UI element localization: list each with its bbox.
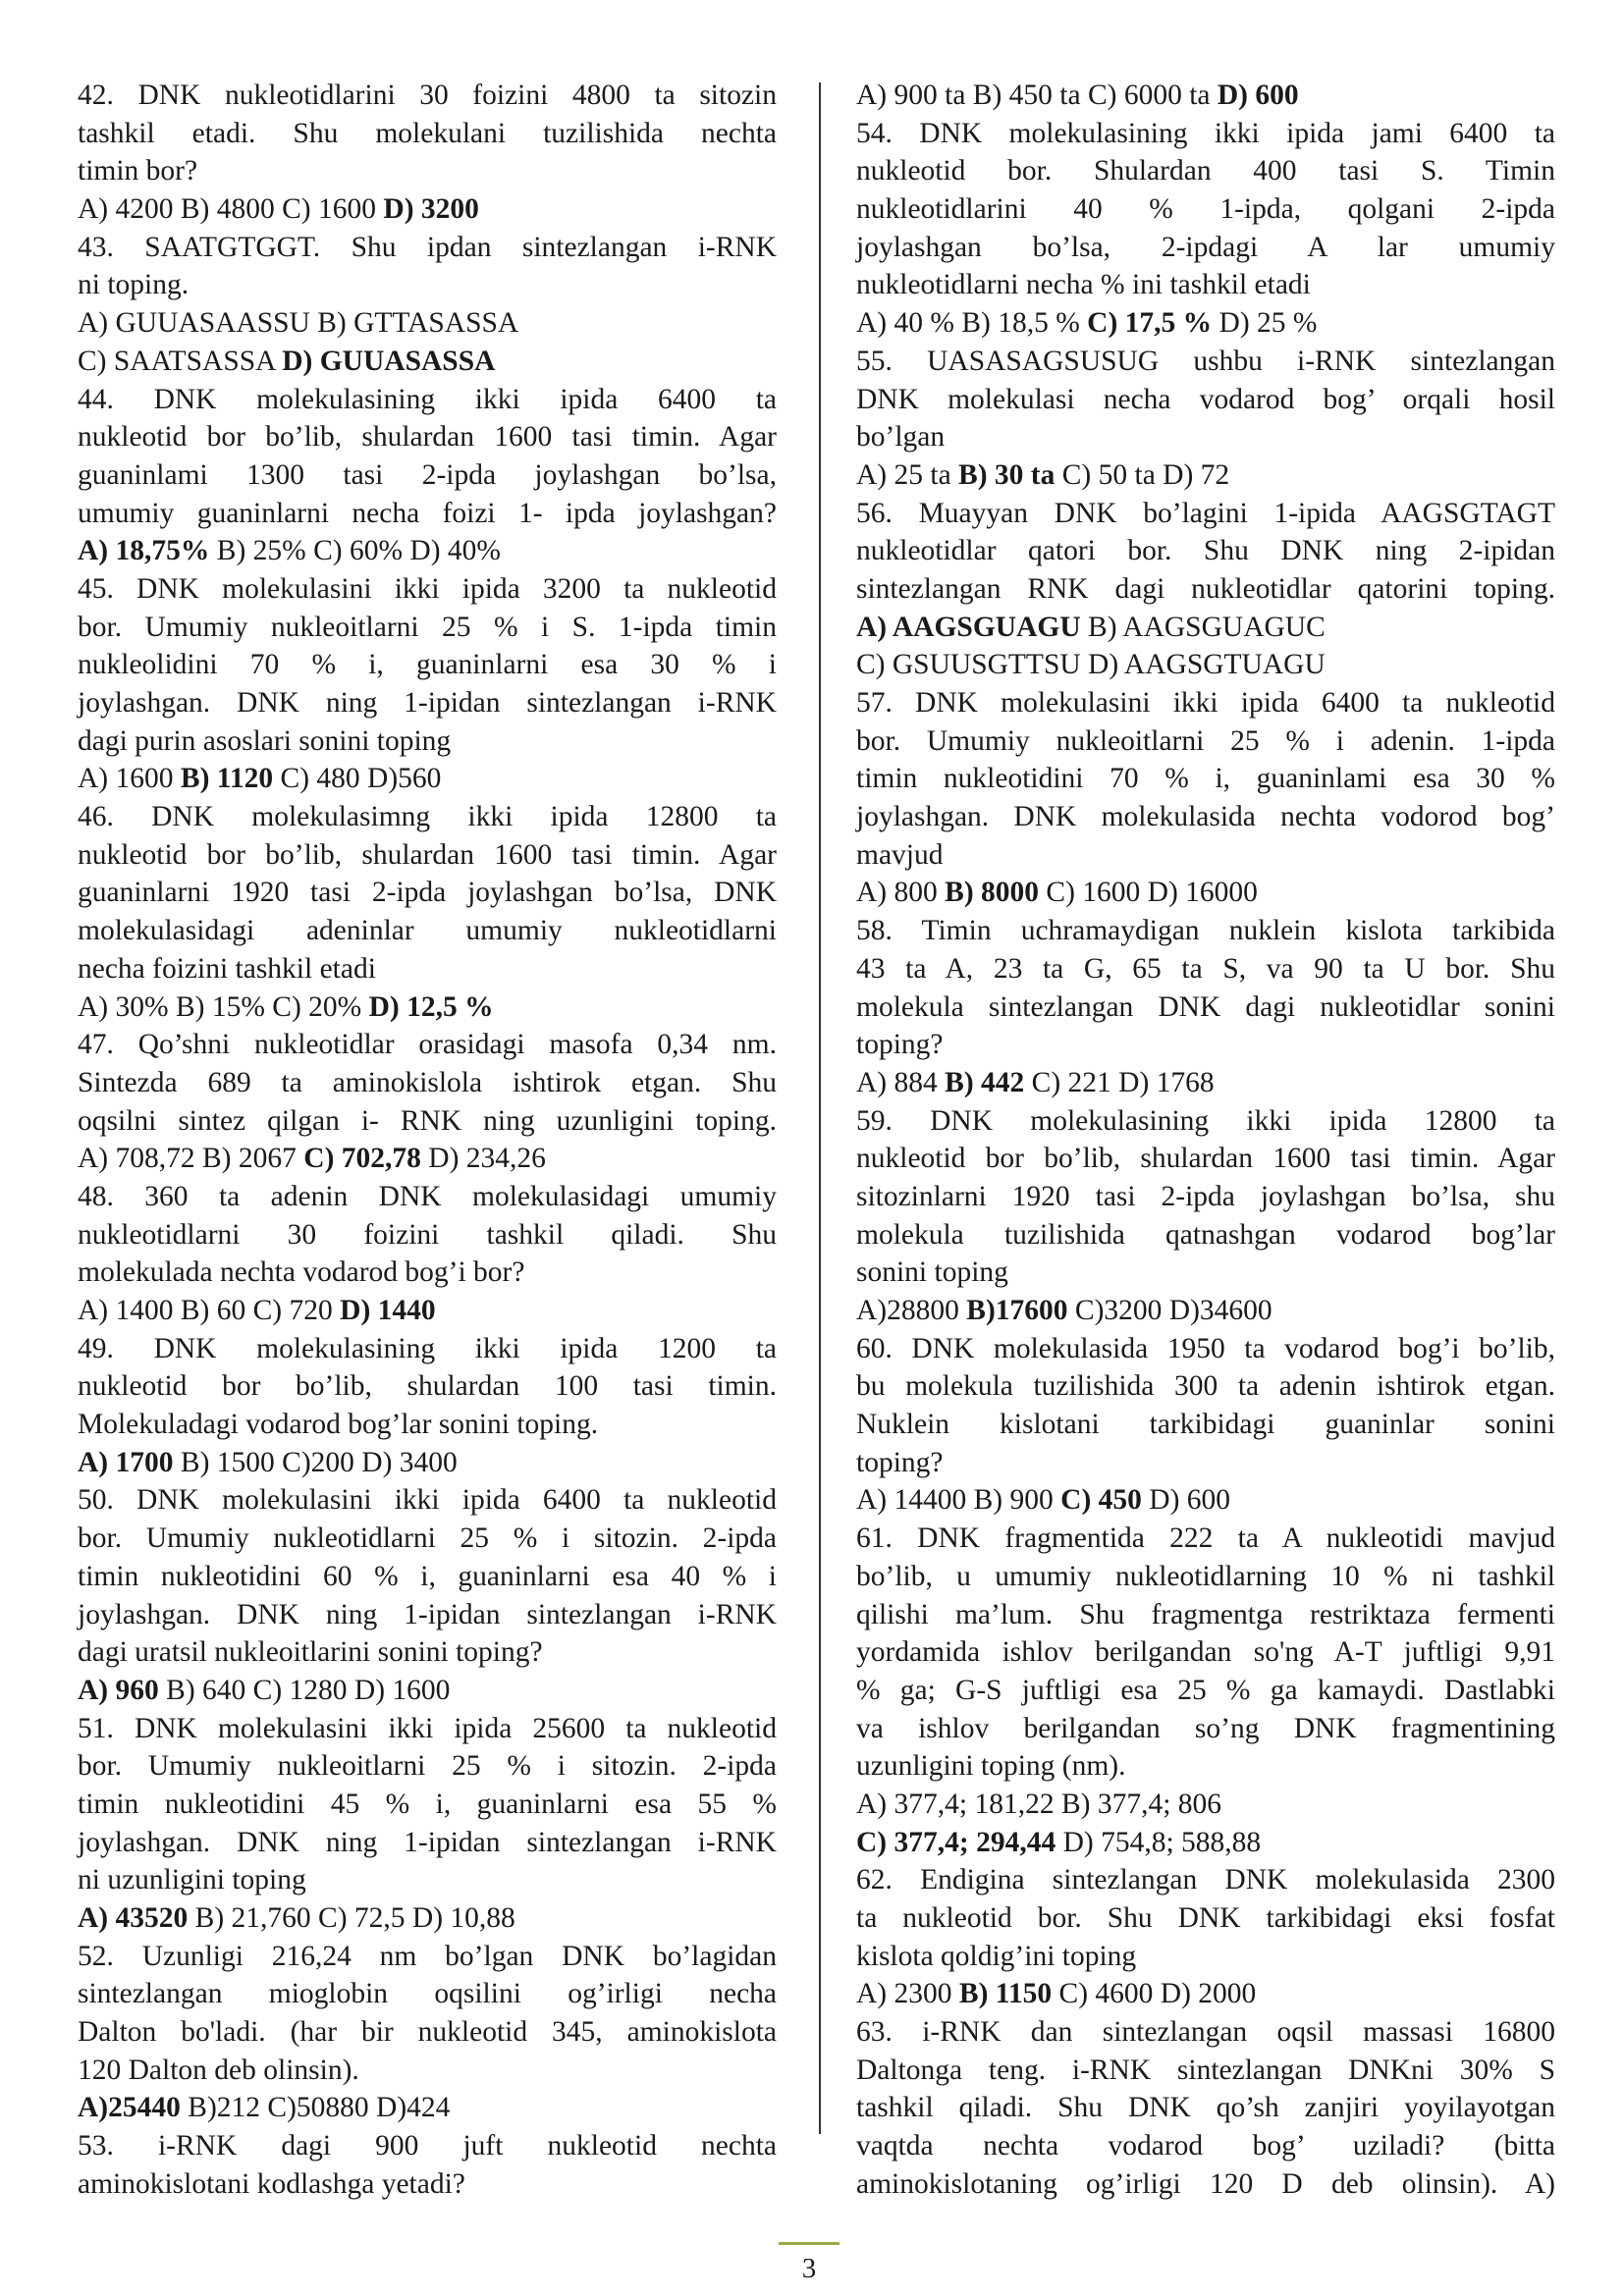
right_column-line: bo’lib, u umumiy nukleotidlarning 10 % ni tashkil <box>856 1560 1555 1592</box>
left_column-line: nukleolidini 70 % i, guaninlarni esa 30 % i <box>78 649 777 681</box>
right_column-line: 54. DNK molekulasining ikki ipida jami 6400 ta <box>856 117 1555 149</box>
left_column-line: umumiy guaninlarni necha foizi 1- ipda joylashgan? <box>78 497 777 529</box>
left_column-line: joylashgan. DNK ning 1-ipidan sintezlangan i-RNK <box>78 1598 777 1630</box>
left_column-line: dagi uratsil nukleoitlarini sonini toping? <box>78 1636 543 1669</box>
left_column-line: A) 43520 B) 21,760 C) 72,5 D) 10,88 <box>78 1902 515 1934</box>
right_column-line: va ishlov berilgandan so’ng DNK fragmentining <box>856 1712 1555 1744</box>
left_column-line: joylashgan. DNK ning 1-ipidan sintezlangan i-RNK <box>78 687 777 719</box>
right_column-line: nukleotidlarini 40 % 1-ipda, qolgani 2-ipda <box>856 193 1555 226</box>
left_column-line: oqsilni sintez qilgan i- RNK ning uzunligini toping. <box>78 1104 777 1137</box>
left_column-line: bor. Umumiy nukleotidlarni 25 % i sitozin. 2-ipda <box>78 1522 777 1555</box>
right_column-line: joylashgan bo’lsa, 2-ipdagi A lar umumiy <box>856 231 1555 263</box>
left_column-line: nukleotidlarni 30 foizini tashkil qiladi. Shu <box>78 1218 777 1251</box>
left_column-line: 53. i-RNK dagi 900 juft nukleotid nechta <box>78 2130 777 2163</box>
left_column-line: 50. DNK molekulasini ikki ipida 6400 ta nukleotid <box>78 1484 777 1517</box>
left_column-line: guaninlarni 1920 tasi 2-ipda joylashgan bo’lsa, DNK <box>78 877 777 909</box>
column-divider <box>819 82 821 2134</box>
right_column-line: timin nukleotidini 70 % i, guaninlami esa 30 % <box>856 763 1555 795</box>
right_column-line: 57. DNK molekulasini ikki ipida 6400 ta nukleotid <box>856 687 1555 719</box>
right_column-line: A) 2300 B) 1150 C) 4600 D) 2000 <box>856 1978 1257 2010</box>
right_column-line: Nuklein kislotani tarkibidagi guaninlar sonini <box>856 1409 1555 1441</box>
left_column-line: bor. Umumiy nukleoitlarni 25 % i sitozin. 2-ipda <box>78 1750 777 1783</box>
right_column-line: 61. DNK fragmentida 222 ta A nukleotidi mavjud <box>856 1522 1555 1555</box>
left_column-line: A)25440 B)212 C)50880 D)424 <box>78 2092 451 2124</box>
left_column-line: A) 960 B) 640 C) 1280 D) 1600 <box>78 1674 451 1706</box>
right_column-line: bo’lgan <box>856 421 946 454</box>
left_column-line: sintezlangan mioglobin oqsilini og’irligi necha <box>78 1978 777 2010</box>
right_column-line: joylashgan. DNK molekulasida nechta vodorod bog’ <box>856 801 1555 833</box>
left_column-line: nukleotid bor bo’lib, shulardan 100 tasi timin. <box>78 1370 777 1403</box>
right_column-line: 43 ta A, 23 ta G, 65 ta S, va 90 ta U bor. Shu <box>856 952 1555 985</box>
right_column-line: yordamida ishlov berilgandan so'ng A-T juftligi 9,91 <box>856 1636 1555 1669</box>
right_column-line: uzunligini toping (nm). <box>856 1750 1126 1783</box>
page-footer <box>779 2242 839 2286</box>
left_column-line: C) SAATSASSA D) GUUASASSA <box>78 345 496 377</box>
right_column-line: 56. Muayyan DNK bo’lagini 1-ipida AAGSGTAGT <box>856 497 1555 529</box>
right_column-line: toping? <box>856 1029 944 1061</box>
right_column-line: A)28800 B)17600 C)3200 D)34600 <box>856 1295 1272 1326</box>
right_column-line: C) GSUUSGTTSU D) AAGSGTUAGU <box>856 649 1326 681</box>
right_column-line: tashkil qiladi. Shu DNK qo’sh zanjiri yoyilayotgan <box>856 2092 1555 2124</box>
left_column-line: 47. Qo’shni nukleotidlar orasidagi masofa 0,34 nm. <box>78 1029 777 1061</box>
right_column-line: sintezlangan RNK dagi nukleotidlar qatorini toping. <box>856 572 1555 605</box>
left_column-line: nukleotid bor bo’lib, shulardan 1600 tasi timin. Agar <box>78 838 777 871</box>
right_column-line: ta nukleotid bor. Shu DNK tarkibidagi eksi fosfat <box>856 1902 1555 1934</box>
right_column-line: molekula sintezlangan DNK dagi nukleotidlar sonini <box>856 990 1555 1023</box>
left_column-line: joylashgan. DNK ning 1-ipidan sintezlangan i-RNK <box>78 1826 777 1858</box>
right_column-line: bor. Umumiy nukleoitlarni 25 % i adenin. 1-ipda <box>856 724 1555 757</box>
left_column-line: timin nukleotidini 60 % i, guaninlarni esa 40 % i <box>78 1560 777 1592</box>
right_column-line: sonini toping <box>856 1256 1008 1289</box>
right_column-line: nukleotidlar qatori bor. Shu DNK ning 2-ipidan <box>856 535 1555 567</box>
left_column-line: molekulada nechta vodarod bog’i bor? <box>78 1256 525 1289</box>
left_column-line: A) 1600 B) 1120 C) 480 D)560 <box>78 763 442 795</box>
left_column-line: A) 1700 B) 1500 C)200 D) 3400 <box>78 1446 458 1478</box>
right_column-line: 62. Endigina sintezlangan DNK molekulasida 2300 <box>856 1864 1555 1896</box>
left_column-line: A) GUUASAASSU B) GTTASASSA <box>78 307 519 340</box>
left_column-line: bor. Umumiy nukleoitlarni 25 % i S. 1-ipda timin <box>78 611 777 643</box>
right_column-line: molekula tuzilishida qatnashgan vodarod bog’lar <box>856 1218 1555 1251</box>
right_column-line: sitozinlarni 1920 tasi 2-ipda joylashgan bo’lsa, shu <box>856 1180 1555 1212</box>
left_column-line: Sintezda 689 ta aminokislola ishtirok etgan. Shu <box>78 1066 777 1098</box>
left_column-line: ni uzunligini toping <box>78 1864 306 1896</box>
right_column-line: qilishi ma’lum. Shu fragmentga restriktaza fermenti <box>856 1598 1555 1630</box>
left_column-line: necha foizini tashkil etadi <box>78 952 376 985</box>
right_column-line: 58. Timin uchramaydigan nuklein kislota tarkibida <box>856 915 1555 947</box>
left_column-line: 49. DNK molekulasining ikki ipida 1200 ta <box>78 1332 777 1364</box>
right_column-line: toping? <box>856 1446 944 1478</box>
right_column-line: 63. i-RNK dan sintezlangan oqsil massasi 16800 <box>856 2016 1555 2049</box>
right_column-line: A) 884 B) 442 C) 221 D) 1768 <box>856 1066 1215 1098</box>
right_column-line: A) 900 ta B) 450 ta C) 6000 ta D) 600 <box>856 80 1299 111</box>
left_column-line: timin nukleotidini 45 % i, guaninlarni esa 55 % <box>78 1788 777 1820</box>
left_column-line: 51. DNK molekulasini ikki ipida 25600 ta nukleotid <box>78 1712 777 1744</box>
right_column-line: nukleotid bor bo’lib, shulardan 1600 tasi timin. Agar <box>856 1143 1555 1175</box>
right_column-line: kislota qoldig’ini toping <box>856 1940 1137 1972</box>
right_column-line: vaqtda nechta vodarod bog’ uziladi? (bitta <box>856 2130 1555 2163</box>
left_column-line: ni toping. <box>78 269 189 301</box>
right_column-line: 59. DNK molekulasining ikki ipida 12800 ta <box>856 1104 1555 1137</box>
left_column-line: tashkil etadi. Shu molekulani tuzilishida nechta <box>78 117 777 149</box>
left_column-line: A) 4200 B) 4800 C) 1600 D) 3200 <box>78 193 479 226</box>
left_column-line: timin bor? <box>78 155 198 187</box>
left_column-line: 42. DNK nukleotidlarini 30 foizini 4800 ta sitozin <box>78 80 777 111</box>
left_column-line: 44. DNK molekulasining ikki ipida 6400 ta <box>78 383 777 415</box>
left_column-line: aminokislotani kodlashga yetadi? <box>78 2167 465 2200</box>
left_column-line: Dalton bo'ladi. (har bir nukleotid 345, aminokislota <box>78 2016 777 2049</box>
left_column-line: A) 30% B) 15% C) 20% D) 12,5 % <box>78 990 494 1023</box>
right_column-line: Daltonga teng. i-RNK sintezlangan DNKni 30% S <box>856 2054 1555 2086</box>
right_column-line: A) 800 B) 8000 C) 1600 D) 16000 <box>856 877 1258 909</box>
left_column-line: 43. SAATGTGGT. Shu ipdan sintezlangan i-RNK <box>78 231 777 263</box>
left_column-line: A) 708,72 B) 2067 C) 702,78 D) 234,26 <box>78 1143 546 1175</box>
right_column-line: C) 377,4; 294,44 D) 754,8; 588,88 <box>856 1826 1262 1858</box>
right_column-line: 60. DNK molekulasida 1950 ta vodarod bog’i bo’lib, <box>856 1332 1555 1364</box>
left_column-line: A) 18,75% B) 25% C) 60% D) 40% <box>78 535 501 567</box>
right_column-line: bu molekula tuzilishida 300 ta adenin ishtirok etgan. <box>856 1370 1555 1403</box>
left_column-line: 48. 360 ta adenin DNK molekulasidagi umumiy <box>78 1180 777 1212</box>
right_column-line: 55. UASASAGSUSUG ushbu i-RNK sintezlangan <box>856 345 1555 377</box>
right_column-line: aminokislotaning og’irligi 120 D deb olinsin). A) <box>856 2167 1555 2200</box>
left_column-line: 45. DNK molekulasini ikki ipida 3200 ta nukleotid <box>78 572 777 605</box>
left_column-line: Molekuladagi vodarod bog’lar sonini toping. <box>78 1409 599 1441</box>
right_column-line: DNK molekulasi necha vodarod bog’ orqali hosil <box>856 383 1555 415</box>
right_column-line: A) 377,4; 181,22 B) 377,4; 806 <box>856 1788 1222 1820</box>
left_column-line: 52. Uzunligi 216,24 nm bo’lgan DNK bo’lagidan <box>78 1940 777 1972</box>
right-column <box>856 77 1555 2204</box>
left_column-line: 120 Dalton deb olinsin). <box>78 2054 359 2086</box>
right_column-line: A) AAGSGUAGU B) AAGSGUAGUC <box>856 611 1326 643</box>
right_column-line: mavjud <box>856 838 944 871</box>
footer-rule <box>779 2242 839 2245</box>
left_column-line: nukleotid bor bo’lib, shulardan 1600 tasi timin. Agar <box>78 421 777 454</box>
left-column <box>78 77 777 2204</box>
right_column-line: A) 25 ta B) 30 ta C) 50 ta D) 72 <box>856 458 1230 491</box>
left_column-line: 46. DNK molekulasimng ikki ipida 12800 ta <box>78 801 777 833</box>
left_column-line: A) 1400 B) 60 C) 720 D) 1440 <box>78 1295 436 1326</box>
right_column-line: nukleotid bor. Shulardan 400 tasi S. Timin <box>856 155 1555 187</box>
left_column-line: molekulasidagi adeninlar umumiy nukleotidlarni <box>78 915 777 947</box>
right_column-line: A) 14400 B) 900 C) 450 D) 600 <box>856 1484 1231 1517</box>
right_column-line: nukleotidlarni necha % ini tashkil etadi <box>856 269 1311 301</box>
page-number: 3 <box>801 2253 817 2284</box>
right_column-line: A) 40 % B) 18,5 % C) 17,5 % D) 25 % <box>856 307 1318 340</box>
right_column-line: % ga; G-S juftligi esa 25 % ga kamaydi. Dastlabki <box>856 1674 1555 1706</box>
left_column-line: dagi purin asoslari sonini toping <box>78 724 452 757</box>
left_column-line: guaninlami 1300 tasi 2-ipda joylashgan bo’lsa, <box>78 458 777 491</box>
